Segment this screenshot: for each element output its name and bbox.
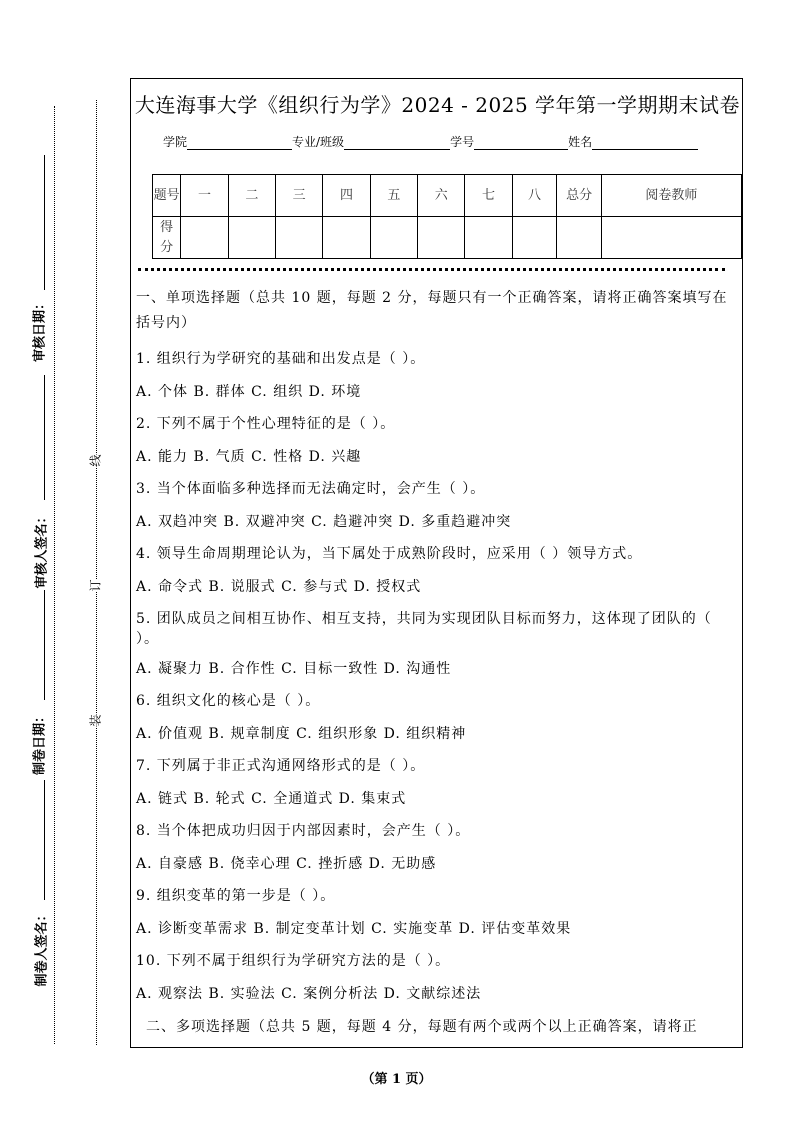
question-9: 9. 组织变革的第一步是（ ）。 xyxy=(136,888,336,904)
score-table xyxy=(152,174,742,259)
page-number: （第 1 页） xyxy=(361,1072,432,1087)
score-cell[interactable] xyxy=(465,217,512,259)
question-7: 7. 下列属于非正式沟通网络形式的是（ ）。 xyxy=(136,758,426,774)
score-cell[interactable] xyxy=(557,217,602,259)
field-major-label: 专业/班级 xyxy=(292,135,345,149)
paper-date-label: 制卷日期： xyxy=(32,710,48,776)
dotted-separator xyxy=(138,268,725,271)
score-cell[interactable] xyxy=(512,217,557,259)
binding-mark-line: 线 xyxy=(85,454,106,466)
question-1: 1. 组织行为学研究的基础和出发点是（ ）。 xyxy=(136,351,426,367)
field-major-line[interactable] xyxy=(344,135,450,150)
score-table-score-row xyxy=(153,217,742,259)
question-10: 10. 下列不属于组织行为学研究方法的是（ ）。 xyxy=(136,953,451,969)
col-total: 总分 xyxy=(557,175,602,217)
question-10-options: A. 观察法 B. 实验法 C. 案例分析法 D. 文献综述法 xyxy=(136,986,482,1002)
question-4: 4. 领导生命周期理论认为，当下属处于成熟阶段时，应采用（ ）领导方式。 xyxy=(136,546,643,562)
score-cell[interactable] xyxy=(418,217,465,259)
score-table-header-row xyxy=(153,175,742,217)
binding-mark-order: 订 xyxy=(85,579,106,591)
col-7: 七 xyxy=(465,175,512,217)
col-5: 五 xyxy=(370,175,417,217)
question-2: 2. 下列不属于个性心理特征的是（ ）。 xyxy=(136,416,396,432)
question-9-options: A. 诊断变革需求 B. 制定变革计划 C. 实施变革 D. 评估变革效果 xyxy=(136,921,572,937)
col-8: 八 xyxy=(512,175,557,217)
reviewer-signature-label: 审核人签名： xyxy=(34,510,50,589)
paper-maker-signature-label: 制卷人签名： xyxy=(34,908,50,987)
reviewer-signature-line xyxy=(44,375,45,500)
binding-mark-bind: 装 xyxy=(85,714,106,726)
col-6: 六 xyxy=(418,175,465,217)
question-2-options: A. 能力 B. 气质 C. 性格 D. 兴趣 xyxy=(136,449,362,465)
col-2: 二 xyxy=(228,175,275,217)
field-college-label: 学院 xyxy=(163,135,188,149)
review-date-line xyxy=(44,155,45,290)
score-cell[interactable] xyxy=(323,217,370,259)
exam-frame xyxy=(130,78,743,1048)
score-cell[interactable] xyxy=(181,217,228,259)
question-1-options: A. 个体 B. 群体 C. 组织 D. 环境 xyxy=(136,384,362,400)
score-cell[interactable] xyxy=(276,217,323,259)
col-4: 四 xyxy=(323,175,370,217)
section-2-heading: 二、多项选择题（总共 5 题，每题 4 分，每题有两个或两个以上正确答案，请将正 xyxy=(146,1019,698,1035)
field-id-label: 学号 xyxy=(450,135,475,149)
paper-maker-signature-line xyxy=(44,780,45,900)
question-5-options: A. 凝聚力 B. 合作性 C. 目标一致性 D. 沟通性 xyxy=(136,661,452,677)
question-3: 3. 当个体面临多种选择而无法确定时，会产生（ ）。 xyxy=(136,481,486,497)
binding-line-outer xyxy=(54,106,55,1044)
student-info-row xyxy=(163,133,698,150)
question-6: 6. 组织文化的核心是（ ）。 xyxy=(136,693,321,709)
col-grader: 阅卷教师 xyxy=(601,175,741,217)
exam-title: 大连海事大学《组织行为学》2024 - 2025 学年第一学期期末试卷 xyxy=(134,93,741,117)
field-college-line[interactable] xyxy=(187,135,292,150)
question-8-options: A. 自豪感 B. 侥幸心理 C. 挫折感 D. 无助感 xyxy=(136,856,437,872)
question-6-options: A. 价值观 B. 规章制度 C. 组织形象 D. 组织精神 xyxy=(136,726,467,742)
row-label-score: 得分 xyxy=(153,217,181,259)
row-label-question-no: 题号 xyxy=(153,175,181,217)
col-3: 三 xyxy=(276,175,323,217)
question-3-options: A. 双趋冲突 B. 双避冲突 C. 趋避冲突 D. 多重趋避冲突 xyxy=(136,514,512,530)
score-cell[interactable] xyxy=(601,217,741,259)
score-cell[interactable] xyxy=(370,217,417,259)
field-id-line[interactable] xyxy=(474,135,568,150)
question-4-options: A. 命令式 B. 说服式 C. 参与式 D. 授权式 xyxy=(136,579,422,595)
col-1: 一 xyxy=(181,175,228,217)
review-date-label: 审核日期： xyxy=(32,297,48,363)
exam-content xyxy=(136,286,736,1038)
question-7-options: A. 链式 B. 轮式 C. 全通道式 D. 集束式 xyxy=(136,791,407,807)
question-5: 5. 团队成员之间相互协作、相互支持，共同为实现团队目标而努力，这体现了团队的（ ）。 xyxy=(136,611,712,647)
section-1-heading: 一、单项选择题（总共 10 题，每题 2 分，每题只有一个正确答案，请将正确答案填写在括号内） xyxy=(136,290,728,331)
score-cell[interactable] xyxy=(228,217,275,259)
field-name-line[interactable] xyxy=(592,135,698,150)
question-8: 8. 当个体把成功归因于内部因素时，会产生（ ）。 xyxy=(136,823,471,839)
paper-date-line xyxy=(44,590,45,700)
field-name-label: 姓名 xyxy=(568,135,593,149)
binding-line-inner xyxy=(96,100,97,1045)
